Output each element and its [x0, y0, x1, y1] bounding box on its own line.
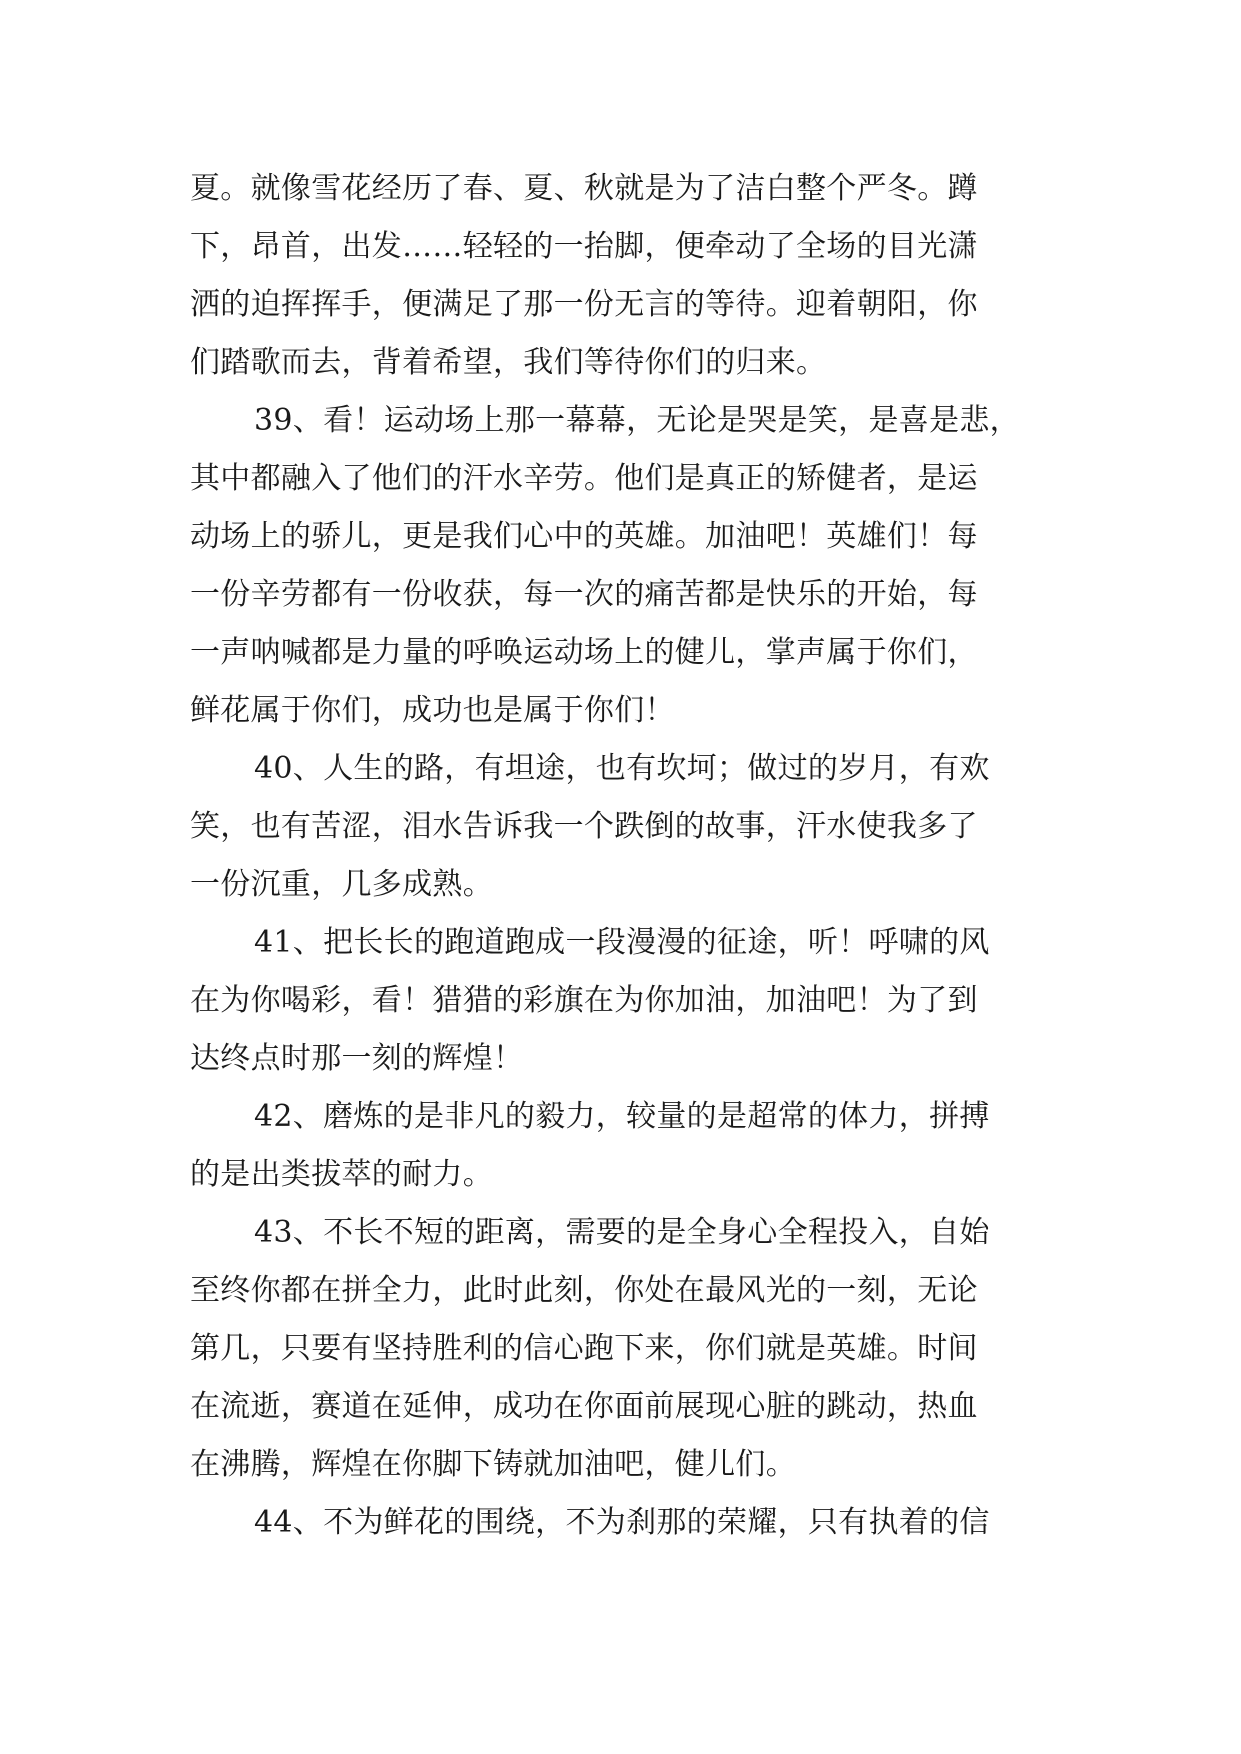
text-line: 在为你喝彩，看！猎猎的彩旗在为你加油，加油吧！为了到: [190, 983, 978, 1018]
text-line: 至终你都在拼全力，此时此刻，你处在最风光的一刻，无论: [190, 1273, 978, 1308]
paragraph-39: [190, 392, 1062, 740]
text-line: 笑，也有苦涩，泪水告诉我一个跌倒的故事，汗水使我多了: [190, 809, 978, 844]
text-line: 鲜花属于你们，成功也是属于你们！: [190, 693, 675, 728]
text-line: 39、看！运动场上那一幕幕，无论是哭是笑，是喜是悲，: [254, 403, 1020, 438]
text-line: 其中都融入了他们的汗水辛劳。他们是真正的矫健者，是运: [190, 461, 978, 496]
text-line: 第几，只要有坚持胜利的信心跑下来，你们就是英雄。时间: [190, 1331, 978, 1366]
text-line: 夏。就像雪花经历了春、夏、秋就是为了洁白整个严冬。蹲: [190, 171, 978, 206]
paragraph-41: [190, 914, 1062, 1088]
text-line: 下，昂首，出发……轻轻的一抬脚，便牵动了全场的目光潇: [190, 229, 978, 264]
text-line: 44、不为鲜花的围绕，不为刹那的荣耀，只有执着的信: [254, 1505, 990, 1540]
paragraph-40: [190, 740, 1062, 914]
text-line: 在流逝，赛道在延伸，成功在你面前展现心脏的跳动，热血: [190, 1389, 978, 1424]
text-line: 42、磨炼的是非凡的毅力，较量的是超常的体力，拼搏: [254, 1099, 990, 1134]
paragraph-42: [190, 1088, 1062, 1204]
paragraph-43: [190, 1204, 1062, 1494]
text-line: 43、不长不短的距离，需要的是全身心全程投入，自始: [254, 1215, 990, 1250]
text-line: 在沸腾，辉煌在你脚下铸就加油吧，健儿们。: [190, 1447, 796, 1482]
text-line: 洒的迫挥挥手，便满足了那一份无言的等待。迎着朝阳，你: [190, 287, 978, 322]
text-line: 动场上的骄儿，更是我们心中的英雄。加油吧！英雄们！每: [190, 519, 978, 554]
document-body: [190, 160, 1062, 1552]
text-line: 达终点时那一刻的辉煌！: [190, 1041, 524, 1076]
text-line: 一份辛劳都有一份收获，每一次的痛苦都是快乐的开始，每: [190, 577, 978, 612]
text-line: 40、人生的路，有坦途，也有坎坷；做过的岁月，有欢: [254, 751, 990, 786]
text-line: 41、把长长的跑道跑成一段漫漫的征途，听！呼啸的风: [254, 925, 990, 960]
text-line: 一声呐喊都是力量的呼唤运动场上的健儿，掌声属于你们，: [190, 635, 978, 670]
paragraph-44: [190, 1494, 1062, 1552]
paragraph-continuation: [190, 160, 1062, 392]
text-line: 的是出类拔萃的耐力。: [190, 1157, 493, 1192]
text-line: 一份沉重，几多成熟。: [190, 867, 493, 902]
text-line: 们踏歌而去，背着希望，我们等待你们的归来。: [190, 345, 827, 380]
